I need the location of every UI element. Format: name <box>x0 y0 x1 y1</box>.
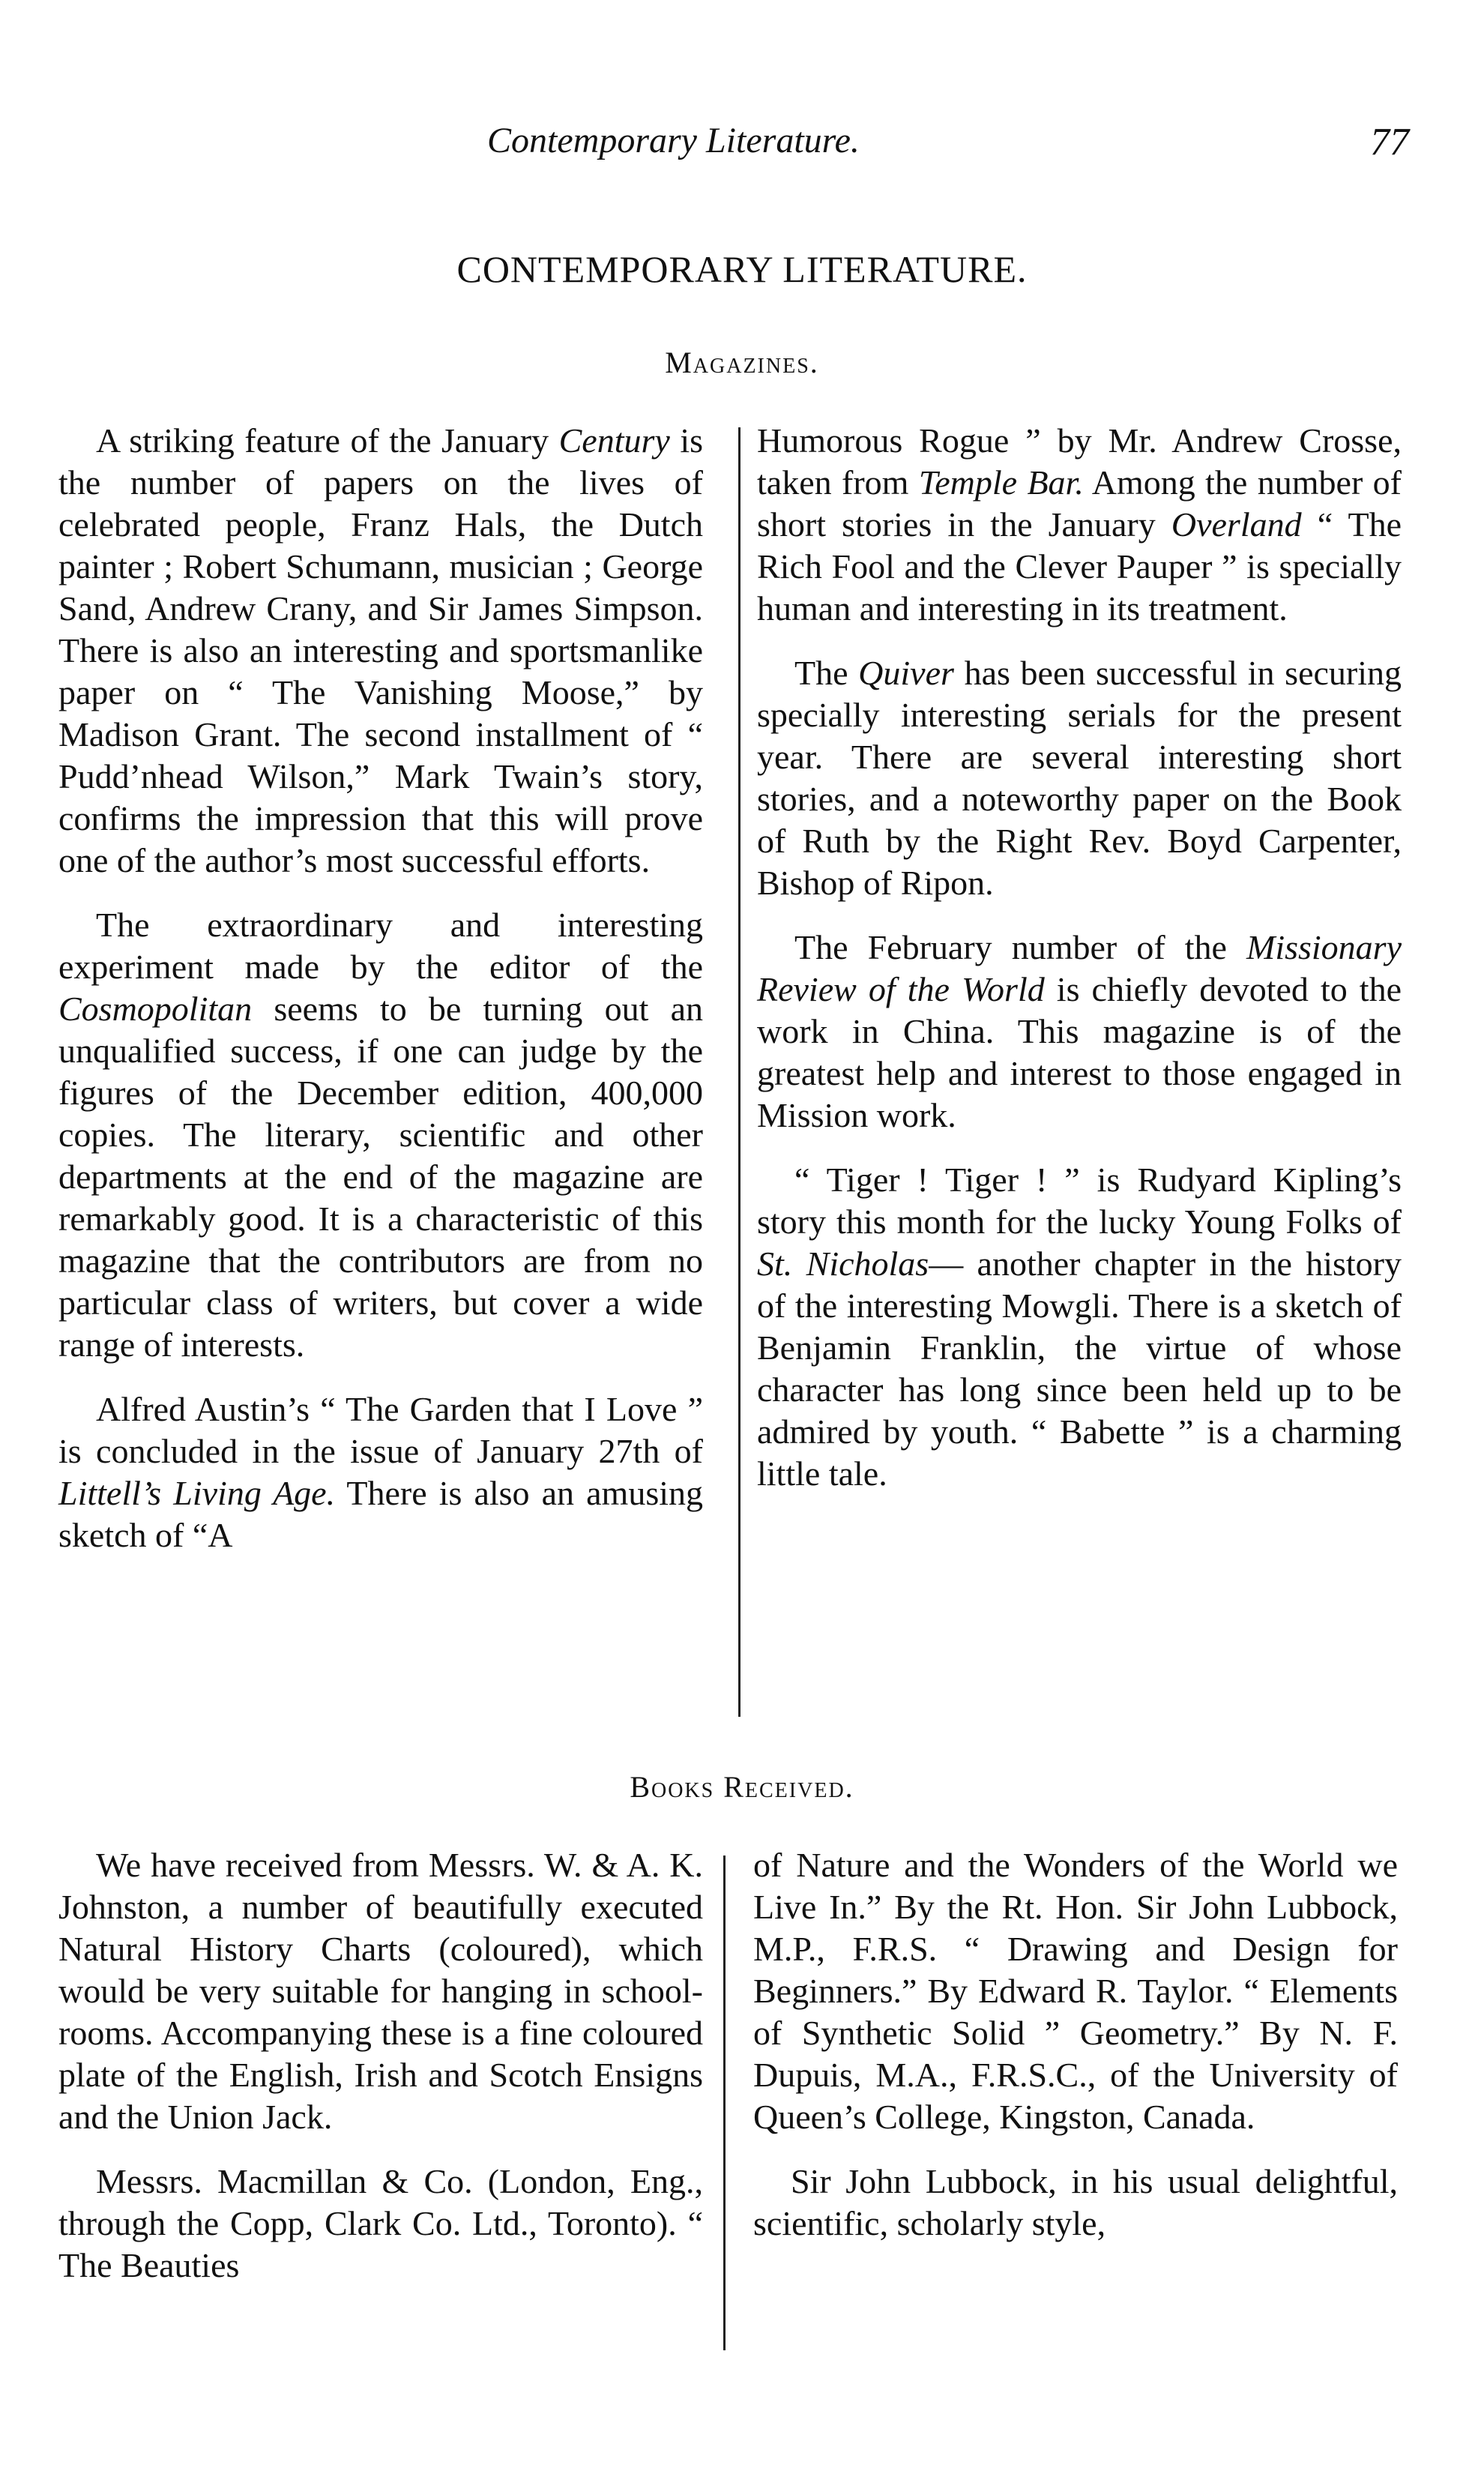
paragraph-johnston: We have received from Messrs. W. & A. K. Johnston, a number of beautifully executed Natural History Charts (coloured), which would be very suitable for hanging in school-rooms. Accompanying these is a fine coloured plate of the English, Irish and Scotch Ensigns and the Union Jack. <box>58 1846 703 2136</box>
paragraph-st-nicholas: “ Tiger ! Tiger ! ” is Rudyard Kipling’s story this month for the lucky Young Folks of St. Nicholas— another chapter in the history of the interesting Mowgli. There is a sketch of Benjamin Franklin, the virtue of whose character has long since been held up to be admired by youth. “ Babette ” is a charming little tale. <box>757 1161 1402 1493</box>
magazines-right-column <box>757 420 1402 1517</box>
books-received-heading: Books Received. <box>630 1770 854 1804</box>
paragraph-cosmopolitan: The extraordinary and interesting experiment made by the editor of the Cosmopolitan seems to be turning out an unqualified success, if one can judge by the figures of the December edition, 400,000 copies. The literary, scientific and other departments at the end of the magazine are remarkably good. It is a characteristic of this magazine that the contributors are from no particular class of writers, but cover a wide range of interests. <box>58 906 703 1364</box>
books-right-column <box>753 1844 1398 2267</box>
page-title: CONTEMPORARY LITERATURE. <box>456 248 1028 290</box>
paragraph-littell: Alfred Austin’s “ The Garden that I Love ” is concluded in the issue of January 27th of Littell’s Living Age. There is also an amusing sketch of “A <box>58 1390 704 1554</box>
paragraph-quiver: The Quiver has been successful in securing specially interesting serials for the present year. There are several interesting short stories, and a noteworthy paper on the Book of Ruth by the Right Rev. Boyd Carpenter, Bishop of Ripon. <box>757 654 1402 902</box>
paragraph-century: A striking feature of the January Century is the number of papers on the lives of celebrated people, Franz Hals, the Dutch painter ; Robert Schumann, musician ; George Sand, Andrew Crany, and Sir James Simpson. There is also an interesting and sportsmanlike paper on “ The Vanishing Moose,” by Madison Grant. The second installment of “ Pudd’nhead Wilson,” Mark Twain’s story, confirms the impression that this will prove one of the author’s most successful efforts. <box>58 421 703 879</box>
running-title: Contemporary Literature. <box>487 121 860 160</box>
paragraph-macmillan: Messrs. Macmillan & Co. (London, Eng., through the Copp, Clark Co. Ltd., Toronto). “ The Beauties <box>58 2162 703 2284</box>
magazines-left-column <box>58 420 703 1579</box>
column-divider <box>738 427 741 1717</box>
page-number: 77 <box>1370 121 1409 163</box>
paragraph-missionary-review: The February number of the Missionary Review of the World is chiefly devoted to the work in China. This magazine is of the greatest help and interest to those engaged in Mission work. <box>757 928 1402 1134</box>
running-head <box>487 120 1424 180</box>
paragraph-lubbock: Sir John Lubbock, in his usual delightful, scientific, scholarly style, <box>753 2162 1398 2242</box>
books-left-column <box>58 1844 703 2309</box>
paragraph-humorous-rogue: Humorous Rogue ” by Mr. Andrew Crosse, taken from Temple Bar. Among the number of short stories in the January Overland “ The Rich Fool and the Clever Pauper ” is specially human and interesting in its treatment. <box>757 421 1402 627</box>
paragraph-beauties-of-nature: of Nature and the Wonders of the World we Live In.” By the Rt. Hon. Sir John Lubbock, M.P., F.R.S. “ Drawing and Design for Beginners.” By Edward R. Taylor. “ Elements of Synthetic Solid ” Geometry.” By N. F. Dupuis, M.A., F.R.S.C., of the University of Queen’s College, Kingston, Canada. <box>753 1846 1398 2136</box>
magazines-heading: Magazines. <box>665 346 819 379</box>
column-divider <box>723 1855 726 2350</box>
